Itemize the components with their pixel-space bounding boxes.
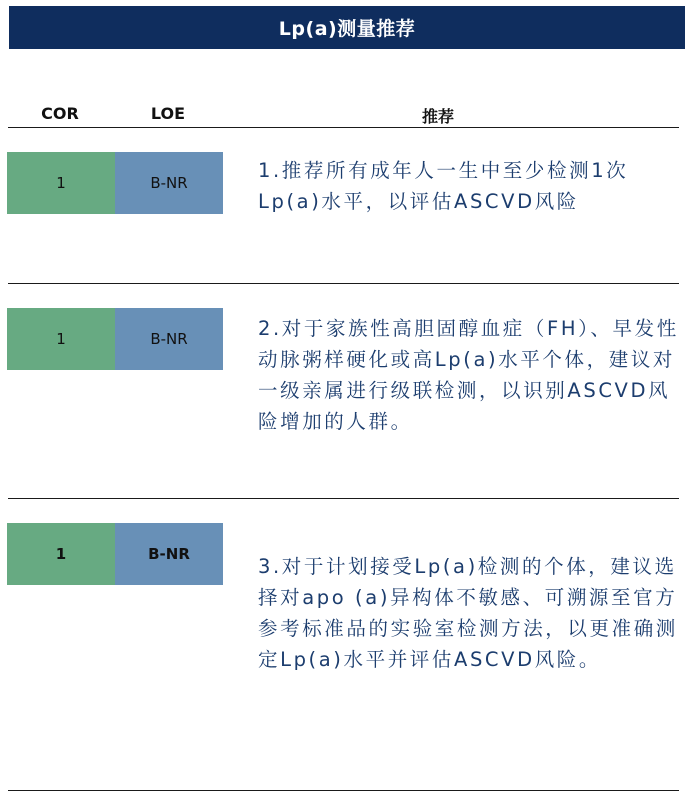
recommendation-text-2: 2.对于家族性高胆固醇血症（FH）、早发性动脉粥样硬化或高Lp(a)水平个体，建议对一级亲属进行级联检测，以识别ASCVD风险增加的人群。: [258, 317, 679, 433]
page-title: Lp(a)测量推荐: [9, 6, 685, 49]
loe-cell-1: B-NR: [115, 152, 223, 214]
recommendation-text-3: 3.对于计划接受Lp(a)检测的个体，建议选择对apo (a)异构体不敏感、可溯源至官方参考标准品的实验室检测方法，以更准确测定Lp(a)水平并评估ASCVD风险。: [258, 555, 678, 671]
cor-cell-1: 1: [7, 152, 115, 214]
loe-cell-3: B-NR: [115, 523, 223, 585]
loe-cell-2: B-NR: [115, 308, 223, 370]
column-header-cor: COR: [41, 104, 79, 123]
column-header-loe: LOE: [150, 104, 186, 123]
header-divider: [8, 127, 679, 128]
table-bottom-rule: [8, 790, 679, 791]
recommendation-text-1: 1.推荐所有成年人一生中至少检测1次Lp(a)水平，以评估ASCVD风险: [258, 159, 629, 213]
cor-cell-3: 1: [7, 523, 115, 585]
row-divider-2: [8, 498, 679, 499]
column-header-recommendation: 推荐: [421, 107, 454, 126]
row-divider-1: [8, 283, 679, 284]
cor-cell-2: 1: [7, 308, 115, 370]
